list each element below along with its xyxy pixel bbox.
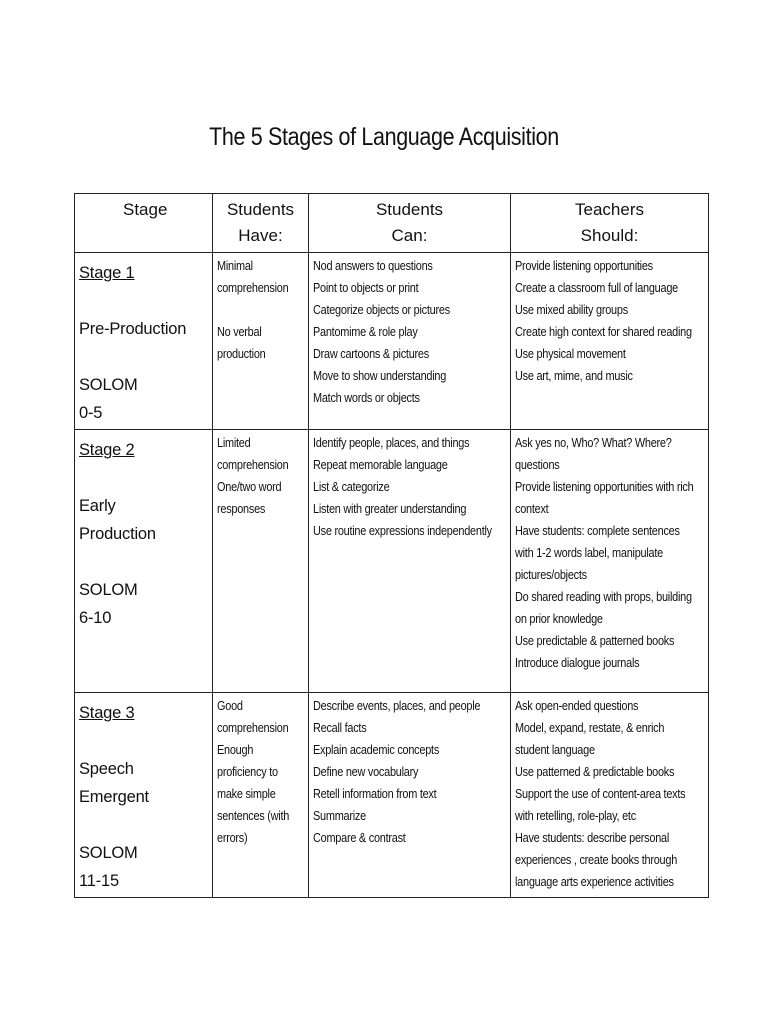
table-row-stage-1 <box>75 253 709 430</box>
students-can-cell: Describe events, places, and people Recall facts Explain academic concepts Define new vocabulary Retell information from text Summarize Compare & contrast <box>309 693 511 898</box>
students-have-cell: Good comprehension Enough proficiency to make simple sentences (with errors) <box>213 693 309 898</box>
students-can-cell: Nod answers to questions Point to objects or print Categorize objects or pictures Pantomime & role play Draw cartoons & pictures Move to show understanding Match words or objects <box>309 253 511 430</box>
solom-range: 6-10 <box>79 609 112 627</box>
solom-label: SOLOM <box>79 376 138 394</box>
stage-cell <box>75 253 213 430</box>
header-stage: Stage <box>75 194 213 253</box>
header-teachers-should: Teachers Should: <box>511 194 709 253</box>
teachers-should-cell: Ask yes no, Who? What? Where? questions Provide listening opportunities with rich context Have students: complete sentences with 1-2 words label, manipulate pictures/objects Do shared reading with props, building on prior knowledge Use predictable & patterned books Introduce dialogue journals <box>511 430 709 693</box>
stage-description: Production <box>79 525 156 543</box>
students-can-cell: Identify people, places, and things Repeat memorable language List & categorize Listen with greater understanding Use routine expressions independently <box>309 430 511 693</box>
stage-description: Pre-Production <box>79 320 187 338</box>
solom-label: SOLOM <box>79 581 138 599</box>
stage-cell <box>75 430 213 693</box>
stage-label: Stage 1 <box>79 264 135 282</box>
header-students-can: Students Can: <box>309 194 511 253</box>
header-students-have: Students Have: <box>213 194 309 253</box>
stage-cell <box>75 693 213 898</box>
solom-label: SOLOM <box>79 844 138 862</box>
stages-table <box>74 193 709 898</box>
stage-label: Stage 2 <box>79 441 135 459</box>
table-row-stage-2 <box>75 430 709 693</box>
teachers-should-cell: Ask open-ended questions Model, expand, restate, & enrich student language Use patterned & predictable books Support the use of content-area texts with retelling, role-play, etc Have students: describe personal experiences , create books through language arts experience activities <box>511 693 709 898</box>
teachers-should-cell: Provide listening opportunities Create a classroom full of language Use mixed ability groups Create high context for shared reading Use physical movement Use art, mime, and music <box>511 253 709 430</box>
students-have-cell: Limited comprehension One/two word responses <box>213 430 309 693</box>
stage-label: Stage 3 <box>79 704 135 722</box>
header-row <box>75 194 709 253</box>
document-title: The 5 Stages of Language Acquisition <box>209 123 559 151</box>
solom-range: 11-15 <box>79 872 119 890</box>
students-have-cell: Minimal comprehension No verbal production <box>213 253 309 430</box>
solom-range: 0-5 <box>79 404 103 422</box>
stage-description: Speech Emergent <box>79 760 149 806</box>
stage-description: Early <box>79 497 116 515</box>
table-row-stage-3 <box>75 693 709 898</box>
